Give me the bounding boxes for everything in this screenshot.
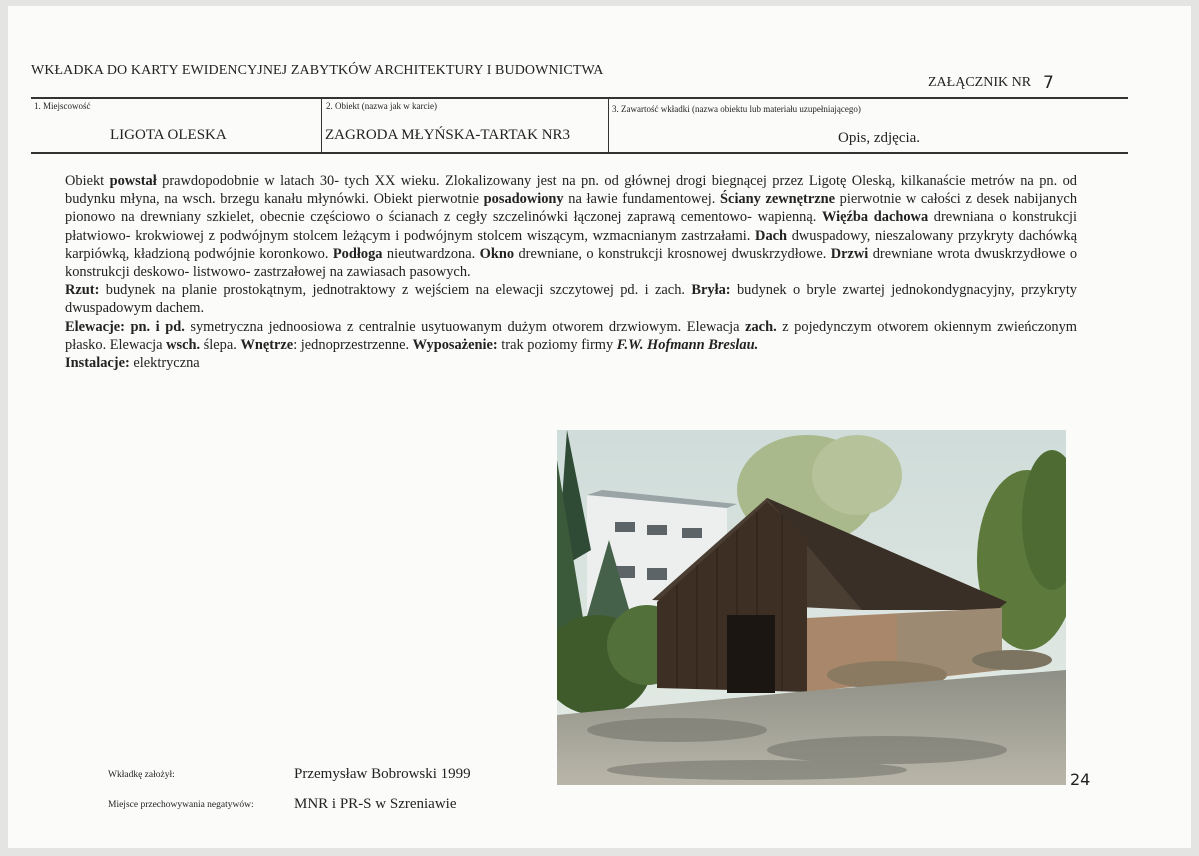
bold-term: Podłoga xyxy=(332,245,383,262)
bold-term: Bryła: xyxy=(691,282,731,299)
text-run: drewniana o konstrukcji płatwiowo- krokwiowej z podwójnym stolcem leżącym i podwójnym stolcem wiszącym, wzmacnianym zastrzałami. xyxy=(65,209,1078,244)
text-run: drewniane wrota dwuskrzydłowe o konstrukcji deskowo- listwowo- zastrzałowej na zawiasach pasowych. xyxy=(65,245,1078,281)
field-divider-1 xyxy=(321,99,322,152)
header-top-rule xyxy=(31,97,1128,99)
text-run: na ławie fundamentowej. xyxy=(563,191,721,208)
text-run: budynek na planie prostokątnym, jednotraktowy z wejściem na elewacji szczytowej pd. i zach. xyxy=(99,282,692,299)
text-run: symetryczna jednoosiowa z centralnie usytuowanym dużym otworem drzwiowym. Elewacja xyxy=(184,318,746,335)
locality-value: LIGOTA OLESKA xyxy=(110,127,227,143)
text-run: elektryczna xyxy=(129,355,200,372)
description-text xyxy=(65,172,1077,372)
text-run: pierwotnie w całości z desek nabijanych pionowo na drewniany szkielet, obecnie częściowo o ścianach z cegły szczelinówki łączonej zaprawą cementowo- wapienną. xyxy=(65,191,1078,226)
author-label: Wkładkę założył: xyxy=(108,770,175,780)
object-label: 2. Obiekt (nazwa jak w karcie) xyxy=(326,101,437,111)
description-paragraph-3 xyxy=(65,318,1077,354)
annex-number: 7 xyxy=(1043,73,1054,93)
storage-label: Miejsce przechowywania negatywów: xyxy=(108,800,254,810)
bold-term: wsch. xyxy=(166,336,201,353)
description-paragraph-4 xyxy=(65,354,1077,372)
page-number: 24 xyxy=(1070,770,1091,789)
bold-term: Ściany zewnętrzne xyxy=(720,191,835,208)
building-photo xyxy=(557,430,1066,785)
text-run: trak poziomy firmy xyxy=(497,336,617,353)
bold-term: Okno xyxy=(479,245,515,262)
description-paragraph-1 xyxy=(65,172,1077,281)
locality-label: 1. Miejscowość xyxy=(34,101,91,111)
building-photo-illustration xyxy=(557,430,1066,785)
storage-value: MNR i PR-S w Szreniawie xyxy=(294,796,457,812)
description-paragraph-2 xyxy=(65,281,1077,317)
field-divider-2 xyxy=(608,99,609,152)
bold-term: Więźba dachowa xyxy=(822,209,929,226)
bold-term: Instalacje: xyxy=(65,355,130,372)
header-bottom-rule xyxy=(31,152,1128,154)
bold-term: Wyposażenie: xyxy=(412,336,498,353)
text-run: prawdopodobnie w latach 30- tych XX wieku. Zlokalizowany jest na pn. od głównej drogi biegnącej przez Ligotę Oleską, kilkanaście metrów na pn. od budynku młyna, na wsch. brzegu kanału młynówki. Obiekt pierwotnie xyxy=(65,173,1077,208)
text-run: drewniane, o konstrukcji krosnowej dwuskrzydłowe. xyxy=(514,245,831,262)
text-run: nieutwardzona. xyxy=(382,245,480,262)
bold-term: posadowiony xyxy=(483,191,564,208)
bold-term: Wnętrze xyxy=(240,336,294,353)
content-label: 3. Zawartość wkładki (nazwa obiektu lub materiału uzupełniającego) xyxy=(612,104,861,114)
object-value: ZAGRODA MŁYŃSKA-TARTAK NR3 xyxy=(325,127,571,143)
bold-term: Elewacje: pn. i pd. xyxy=(65,318,185,335)
bold-term: powstał xyxy=(109,173,157,189)
text-run: ślepa. xyxy=(200,336,241,353)
bold-italic-term: F.W. Hofmann Breslau. xyxy=(616,336,759,353)
document-title: WKŁADKA DO KARTY EWIDENCYJNEJ ZABYTKÓW ARCHITEKTURY I BUDOWNICTWA xyxy=(31,63,604,78)
author-value: Przemysław Bobrowski 1999 xyxy=(294,766,471,782)
text-run: Obiekt xyxy=(65,173,110,189)
annex-label-text: ZAŁĄCZNIK NR xyxy=(928,75,1032,90)
bold-term: Dach xyxy=(755,227,788,244)
annex-label xyxy=(928,71,1054,91)
text-run: z pojedynczym otworem okiennym zwieńczonym płasko. Elewacja xyxy=(65,318,1077,353)
bold-term: Drzwi xyxy=(830,245,869,262)
content-value: Opis, zdjęcia. xyxy=(838,130,921,146)
text-run: : jednoprzestrzenne. xyxy=(293,336,413,353)
bold-term: Rzut: xyxy=(65,282,100,299)
text-run: dwuspadowy, nieszalowany przykryty dachówką karpiówką, kładzioną podwójnie koronkowo. xyxy=(65,227,1077,262)
bold-term: zach. xyxy=(745,318,777,335)
text-run: budynek o bryle zwartej jednokondygnacyjny, przykryty dwuspadowym dachem. xyxy=(65,282,1078,317)
